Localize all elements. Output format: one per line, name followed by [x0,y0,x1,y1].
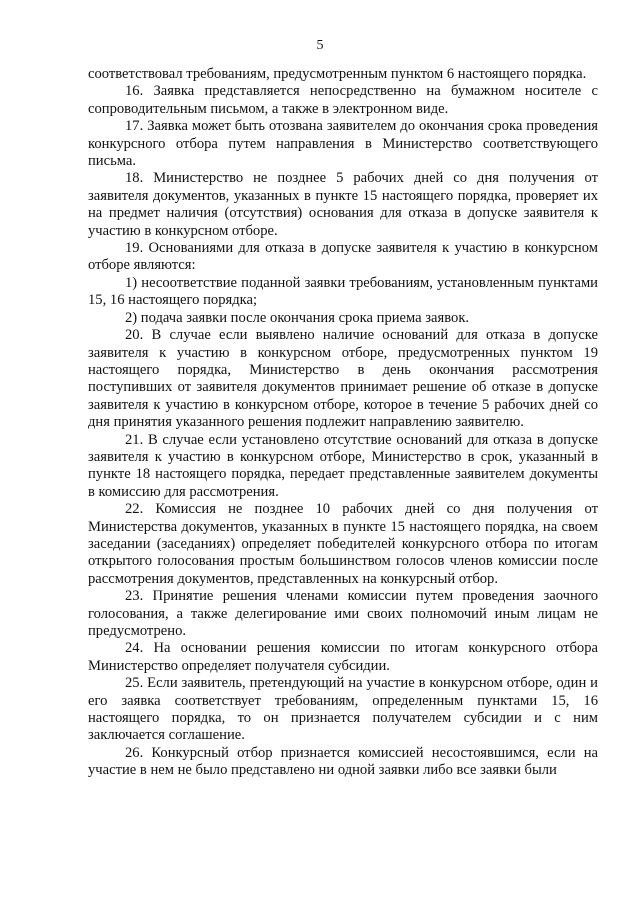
paragraph-16: 16. Заявка представляется непосредственно на бумажном носителе с сопроводительным письмом, а также в электронном виде. [88,83,598,117]
paragraph-18: 18. Министерство не позднее 5 рабочих дней со дня получения от заявителя документов, указанных в пункте 15 настоящего порядка, проверяет их на предмет наличия (отсутствия) основания для отказа в допуске заявителя к участию в конкурсном отборе. [88,170,598,239]
paragraph-26: 26. Конкурсный отбор признается комиссией несостоявшимся, если на участие в нем не было представлено ни одной заявки либо все заявки были [88,744,598,779]
paragraph-17: 17. Заявка может быть отозвана заявителем до окончания срока проведения конкурсного отбора путем направления в Министерство соответствующего письма. [88,118,598,170]
paragraph-25: 25. Если заявитель, претендующий на участие в конкурсном отборе, один и его заявка соответствует требованиям, определенным пунктами 15, 16 настоящего порядка, то он признается получателем субсидии и с ним заключается соглашение. [88,675,598,744]
paragraph-19-item-1: 1) несоответствие поданной заявки требованиям, установленным пунктами 15, 16 настоящего порядка; [88,274,598,309]
paragraph-23: 23. Принятие решения членами комиссии путем проведения заочного голосования, а также делегирование ими своих полномочий иным лицам не предусмотрено. [88,588,598,639]
paragraph-21: 21. В случае если установлено отсутствие оснований для отказа в допуске заявителя к участию в конкурсном отборе, Министерство в срок, указанный в пункте 18 настоящего порядка, передает представленные заявителем документы в комиссию для рассмотрения. [88,431,598,500]
paragraph-19: 19. Основаниями для отказа в допуске заявителя к участию в конкурсном отборе являются: [88,240,598,274]
paragraph-20: 20. В случае если выявлено наличие оснований для отказа в допуске заявителя к участию в конкурсном отборе, предусмотренных пунктом 19 настоящего порядка, Министерство в день окончания рассмотрения поступивших от заявителя документов принимает решение об отказе в допуске заявителя к участию в конкурсном отборе, которое в течение 5 рабочих дней со дня принятия указанного решения подлежит направлению заявителю. [88,327,598,431]
paragraph-24: 24. На основании решения комиссии по итогам конкурсного отбора Министерство определяет получателя субсидии. [88,640,598,674]
paragraph-22: 22. Комиссия не позднее 10 рабочих дней со дня получения от Министерства документов, указанных в пункте 15 настоящего порядка, на своем заседании (заседаниях) определяет победителей конкурсного отбора по итогам открытого голосования простым большинством голосов членов комиссии после рассмотрения документов, представленных на конкурсный отбор. [88,501,598,587]
paragraph-19-item-2: 2) подача заявки после окончания срока приема заявок. [125,309,470,326]
page-number: 5 [316,38,324,53]
paragraph-continuation: соответствовал требованиям, предусмотренным пунктом 6 настоящего порядка. [88,66,587,82]
document-body [88,66,598,780]
